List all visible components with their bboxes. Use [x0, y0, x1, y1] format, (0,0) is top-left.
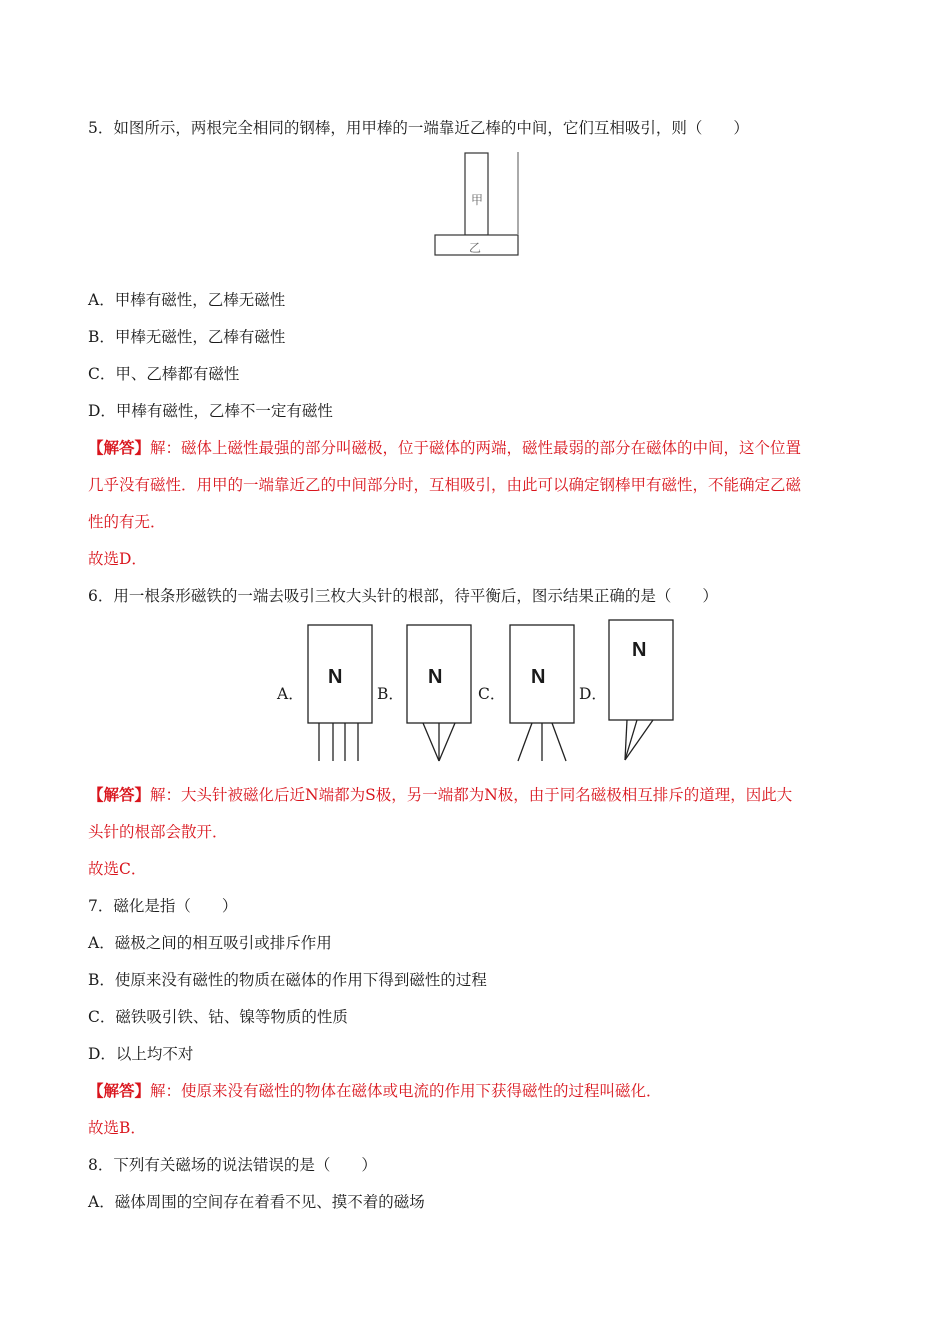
q7-option-b: B．使原来没有磁性的物质在磁体的作用下得到磁性的过程 [88, 971, 487, 989]
q5-answer-line-3: 性的有无． [88, 513, 166, 531]
q7-answer-line-1: 【解答】解：使原来没有磁性的物体在磁体或电流的作用下获得磁性的过程叫磁化． [88, 1081, 662, 1100]
q6-answer-line-2: 头针的根部会散开． [88, 823, 228, 841]
q6-pole-a: N [328, 666, 343, 688]
q5-option-a: A．甲棒有磁性，乙棒无磁性 [88, 291, 286, 309]
q7-option-a: A．磁极之间的相互吸引或排斥作用 [88, 934, 332, 952]
q7-answer-tag: 【解答】 [88, 1081, 151, 1100]
q5-answer-tag: 【解答】 [88, 438, 151, 457]
q5-answer-line-1: 【解答】解：磁体上磁性最强的部分叫磁极，位于磁体的两端，磁性最弱的部分在磁体的中间，这个位置 [88, 438, 802, 457]
q6-magnet-c [508, 623, 578, 763]
q5-option-c: C．甲、乙棒都有磁性 [88, 365, 240, 383]
q7-option-c: C．磁铁吸引铁、钴、镍等物质的性质 [88, 1008, 348, 1026]
q6-answer-line-1: 【解答】解：大头针被磁化后近N端都为S极，另一端都为N极，由于同名磁极相互排斥的道理，因此大 [88, 785, 793, 804]
q6-pole-d: N [632, 639, 647, 661]
q5-option-b: B．甲棒无磁性，乙棒有磁性 [88, 328, 286, 346]
q8-option-a: A．磁体周围的空间存在着看不见、摸不着的磁场 [88, 1193, 425, 1211]
q7-option-d: D．以上均不对 [88, 1045, 194, 1063]
q8-question: 8．下列有关磁场的说法错误的是（ ） [88, 1156, 377, 1174]
q5-question: 5．如图所示，两根完全相同的钢棒，用甲棒的一端靠近乙棒的中间，它们互相吸引，则（ ） [88, 119, 749, 137]
q7-choice: 故选B． [88, 1119, 146, 1137]
q6-label-c: C． [478, 685, 506, 703]
q5-choice: 故选D． [88, 550, 147, 568]
q5-option-d: D．甲棒有磁性，乙棒不一定有磁性 [88, 402, 333, 420]
q6-question: 6．用一根条形磁铁的一端去吸引三枚大头针的根部，待平衡后，图示结果正确的是（ ） [88, 587, 718, 605]
q5-answer-line-2: 几乎没有磁性．用甲的一端靠近乙的中间部分时，互相吸引，由此可以确定钢棒甲有磁性，不能确定乙磁 [88, 476, 802, 494]
rod-jia-label: 甲 [471, 193, 484, 207]
rod-yi-label: 乙 [469, 241, 482, 255]
q6-label-d: D． [579, 685, 607, 703]
q6-pole-c: N [531, 666, 546, 688]
q6-label-b: B． [377, 685, 404, 703]
q6-answer-tag: 【解答】 [88, 785, 151, 804]
q6-magnet-b [405, 623, 475, 763]
q6-choice: 故选C． [88, 860, 147, 878]
q6-label-a: A． [277, 685, 304, 703]
q7-question: 7．磁化是指（ ） [88, 897, 238, 915]
q6-magnet-a [306, 623, 376, 763]
q6-pole-b: N [428, 666, 443, 688]
